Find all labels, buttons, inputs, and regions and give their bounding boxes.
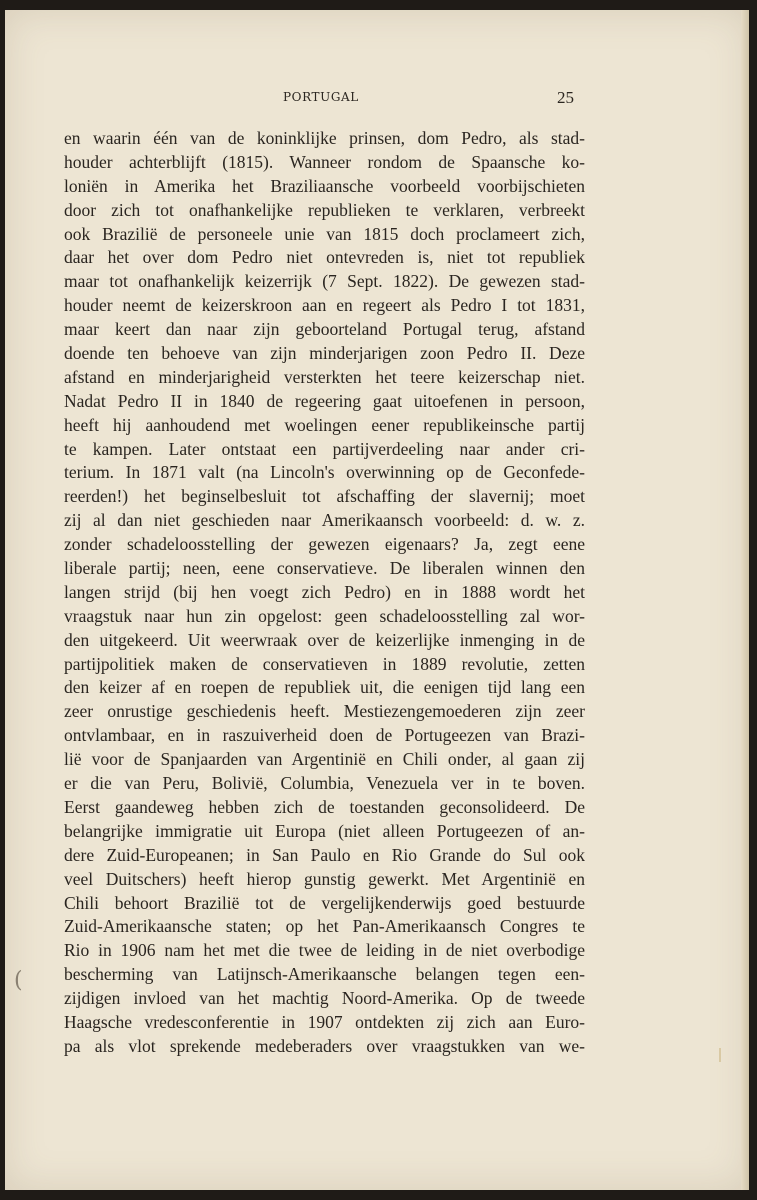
text-line: ontvlambaar, en in raszuiverheid doen de Portugeezen van Brazi- [64,725,585,746]
text-line: partijpolitiek maken de conservatieven in 1889 revolutie, zetten [64,653,585,674]
text-line: er die van Peru, Bolivië, Columbia, Venezuela ver in te boven. [64,773,585,794]
text-line: houder achterblijft (1815). Wanneer rondom de Spaansche ko- [64,151,585,172]
text-line: belangrijke immigratie uit Europa (niet alleen Portugeezen of an- [64,820,585,841]
text-line: zijdigen invloed van het machtig Noord-Amerika. Op de tweede [64,988,585,1009]
text-line: maar tot onafhankelijk keizerrijk (7 Sept. 1822). De gewezen stad- [64,271,585,292]
text-line: daar het over dom Pedro niet ontevreden is, niet tot republiek [64,247,585,268]
text-line: Eerst gaandeweg hebben zich de toestanden geconsolideerd. De [64,796,585,817]
text-line: lië voor de Spanjaarden van Argentinië en Chili onder, al gaan zij [64,749,585,770]
text-line: veel Duitschers) heeft hierop gunstig gewerkt. Met Argentinië en [64,868,585,889]
text-line: den keizer af en roepen de republiek uit, die eenigen tijd lang een [64,677,585,698]
margin-tick-mark [719,1048,721,1062]
text-line: loniën in Amerika het Braziliaansche voorbeeld voorbijschieten [64,175,585,196]
text-line: en waarin één van de koninklijke prinsen, dom Pedro, als stad- [64,128,585,148]
body-text [64,127,585,1059]
text-line: zonder schadeloosstelling der gewezen eigenaars? Ja, zegt eene [64,534,585,555]
text-line: zij al dan niet geschieden naar Amerikaansch voorbeeld: d. w. z. [64,510,585,531]
text-line: terium. In 1871 valt (na Lincoln's overwinning op de Geconfede- [64,462,585,483]
text-line: maar keert dan naar zijn geboorteland Portugal terug, afstand [64,319,585,340]
text-line: pa als vlot sprekende medeberaders over vraagstukken van we- [64,1035,585,1056]
text-line: langen strijd (bij hen voegt zich Pedro) en in 1888 wordt het [64,581,585,602]
text-line: Haagsche vredesconferentie in 1907 ontdekten zij zich aan Euro- [64,1011,585,1032]
text-line: Chili behoort Brazilië tot de vergelijkenderwijs goed bestuurde [64,892,585,913]
page-edge [741,10,749,1190]
text-line: afstand en minderjarigheid versterkten het teere keizerschap niet. [64,366,585,387]
text-line: door zich tot onafhankelijke republieken te verklaren, verbreekt [64,199,585,220]
text-line: bescherming van Latijnsch-Amerikaansche belangen tegen een- [64,964,585,985]
text-line: Zuid-Amerikaansche staten; op het Pan-Amerikaansch Congres te [64,916,585,937]
text-line: doende ten behoeve van zijn minderjarigen zoon Pedro II. Deze [64,343,585,364]
text-line: te kampen. Later ontstaat een partijverdeeling naar ander cri- [64,438,585,459]
text-line: houder neemt de keizerskroon aan en regeert als Pedro I tot 1831, [64,295,585,316]
running-title: PORTUGAL [283,90,359,104]
text-line: ook Brazilië de personeele unie van 1815 doch proclameert zich, [64,223,585,244]
text-line: reerden!) het beginselbesluit tot afschaffing der slavernij; moet [64,486,585,507]
text-line: zeer onrustige geschiedenis heeft. Mestiezengemoederen zijn zeer [64,701,585,722]
page-number: 25 [557,88,574,107]
text-line: heeft hij aanhoudend met woelingen eener republikeinsche partij [64,414,585,435]
text-line: liberale partij; neen, eene conservatieve. De liberalen winnen den [64,558,585,579]
text-line: vraagstuk naar hun zin opgelost: geen schadeloosstelling zal wor- [64,605,585,626]
text-line: Nadat Pedro II in 1840 de regeering gaat uitoefenen in persoon, [64,390,585,411]
margin-bracket-mark: ( [14,968,23,993]
text-line: den uitgekeerd. Uit weerwraak over de keizerlijke inmenging in de [64,629,585,650]
text-line: Rio in 1906 nam het met die twee de leiding in de niet overbodige [64,940,585,961]
text-line: dere Zuid-Europeanen; in San Paulo en Rio Grande do Sul ook [64,844,585,865]
